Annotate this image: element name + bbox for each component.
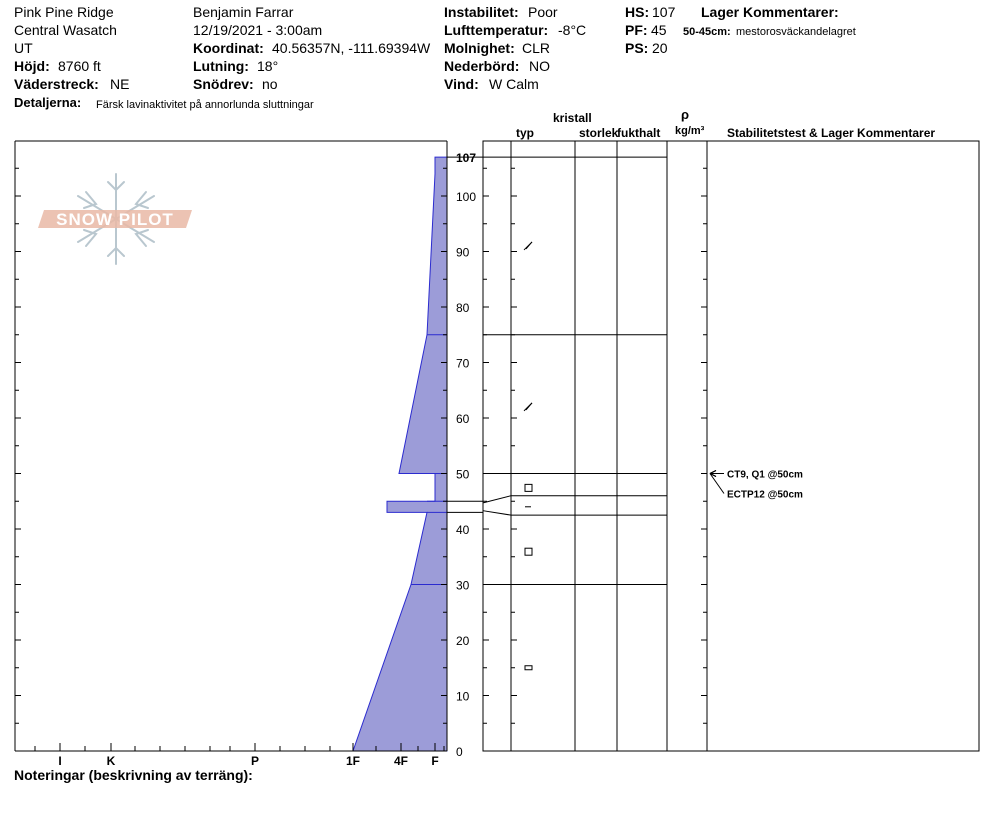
pf-value: 45 <box>651 22 667 38</box>
hs-value: 107 <box>652 4 676 20</box>
instability-label: Instabilitet: <box>444 4 519 20</box>
hardness-tick-label: 1F <box>345 754 361 768</box>
details-label: Detaljerna: <box>14 95 82 110</box>
layer-connector-line <box>483 511 511 515</box>
mountain-range: Central Wasatch <box>14 22 117 38</box>
layer-connector-line <box>483 496 511 503</box>
grain-grid-frame <box>483 141 979 751</box>
slope-label: Lutning: <box>193 58 249 74</box>
depth-tick-label: 0 <box>456 745 463 759</box>
ps-label: PS: <box>625 40 649 56</box>
hardness-tick-label: F <box>431 754 439 768</box>
location-name: Pink Pine Ridge <box>14 4 114 20</box>
slope-value: 18° <box>257 58 279 74</box>
precip-value: NO <box>529 58 550 74</box>
col-crystal: kristall <box>553 111 592 125</box>
grain-symbol-decomposing <box>526 242 532 249</box>
grain-symbol-rounded-faceted <box>525 666 532 670</box>
depth-tick-label: 20 <box>456 634 470 648</box>
layer-comment-depth: 50-45cm: <box>683 26 731 38</box>
elevation-label: Höjd: <box>14 58 50 74</box>
precip-label: Nederbörd: <box>444 58 520 74</box>
hardness-tick-label: K <box>106 754 116 768</box>
notes-label: Noteringar (beskrivning av terräng): <box>14 767 253 783</box>
aspect-value: NE <box>110 76 130 92</box>
air-temp-label: Lufttemperatur: <box>444 22 549 38</box>
col-type: typ <box>516 126 534 140</box>
observer-name: Benjamin Farrar <box>193 4 294 20</box>
air-temp-value: -8°C <box>558 22 587 38</box>
hardness-tick-label: I <box>58 754 62 768</box>
wind-loading-label: Snödrev: <box>193 76 254 92</box>
sky-label: Molnighet: <box>444 40 515 56</box>
layer-comment-text: mestorosväckandelagret <box>736 26 856 38</box>
logo-text: SNOW PILOT <box>56 210 174 229</box>
sky-value: CLR <box>522 40 551 56</box>
stability-test-pointer <box>710 474 724 494</box>
layer-comments-label: Lager Kommentarer: <box>701 4 839 20</box>
ps-value: 20 <box>652 40 668 56</box>
wind-label: Vind: <box>444 76 479 92</box>
wind-loading-value: no <box>262 76 278 92</box>
state: UT <box>14 40 33 56</box>
hs-label: HS: <box>625 4 650 20</box>
stability-test-label: CT9, Q1 @50cm <box>727 469 803 481</box>
depth-tick-label: 100 <box>456 190 477 204</box>
grain-symbol-faceted <box>525 548 532 555</box>
col-stability: Stabilitetstest & Lager Kommentarer <box>727 126 936 140</box>
wind-value: W Calm <box>489 76 539 92</box>
coordinate-label: Koordinat: <box>193 40 264 56</box>
col-size: storlek <box>579 126 619 140</box>
instability-value: Poor <box>528 4 558 20</box>
details-value: Färsk lavinaktivitet på annorlunda sluttningar <box>96 99 314 111</box>
depth-tick-label: 50 <box>456 467 470 482</box>
grain-symbol-decomposing <box>526 403 532 410</box>
depth-tick-label: 80 <box>456 301 470 315</box>
aspect-label: Väderstreck: <box>14 76 99 92</box>
col-density-unit: kg/m³ <box>675 125 705 137</box>
pf-label: PF: <box>625 22 648 38</box>
hardness-profile <box>353 157 447 751</box>
depth-tick-label: 60 <box>456 412 470 426</box>
grain-symbol-faceted <box>525 484 532 491</box>
observation-datetime: 12/19/2021 - 3:00am <box>193 22 323 38</box>
depth-tick-label: 30 <box>456 578 470 593</box>
depth-top-label: 107 <box>456 151 477 166</box>
hardness-tick-label: P <box>250 754 260 768</box>
col-rho: ρ <box>681 107 690 122</box>
elevation-value: 8760 ft <box>58 58 101 74</box>
depth-tick-label: 10 <box>456 689 470 704</box>
coordinate-value: 40.56357N, -111.69394W <box>272 40 431 56</box>
stability-test-label: ECTP12 @50cm <box>727 489 803 501</box>
depth-tick-label: 70 <box>456 356 470 371</box>
hardness-tick-label: 4F <box>393 754 409 768</box>
col-moisture: fukthalt <box>617 126 661 140</box>
depth-tick-label: 90 <box>456 245 470 260</box>
depth-tick-label: 40 <box>456 523 470 537</box>
